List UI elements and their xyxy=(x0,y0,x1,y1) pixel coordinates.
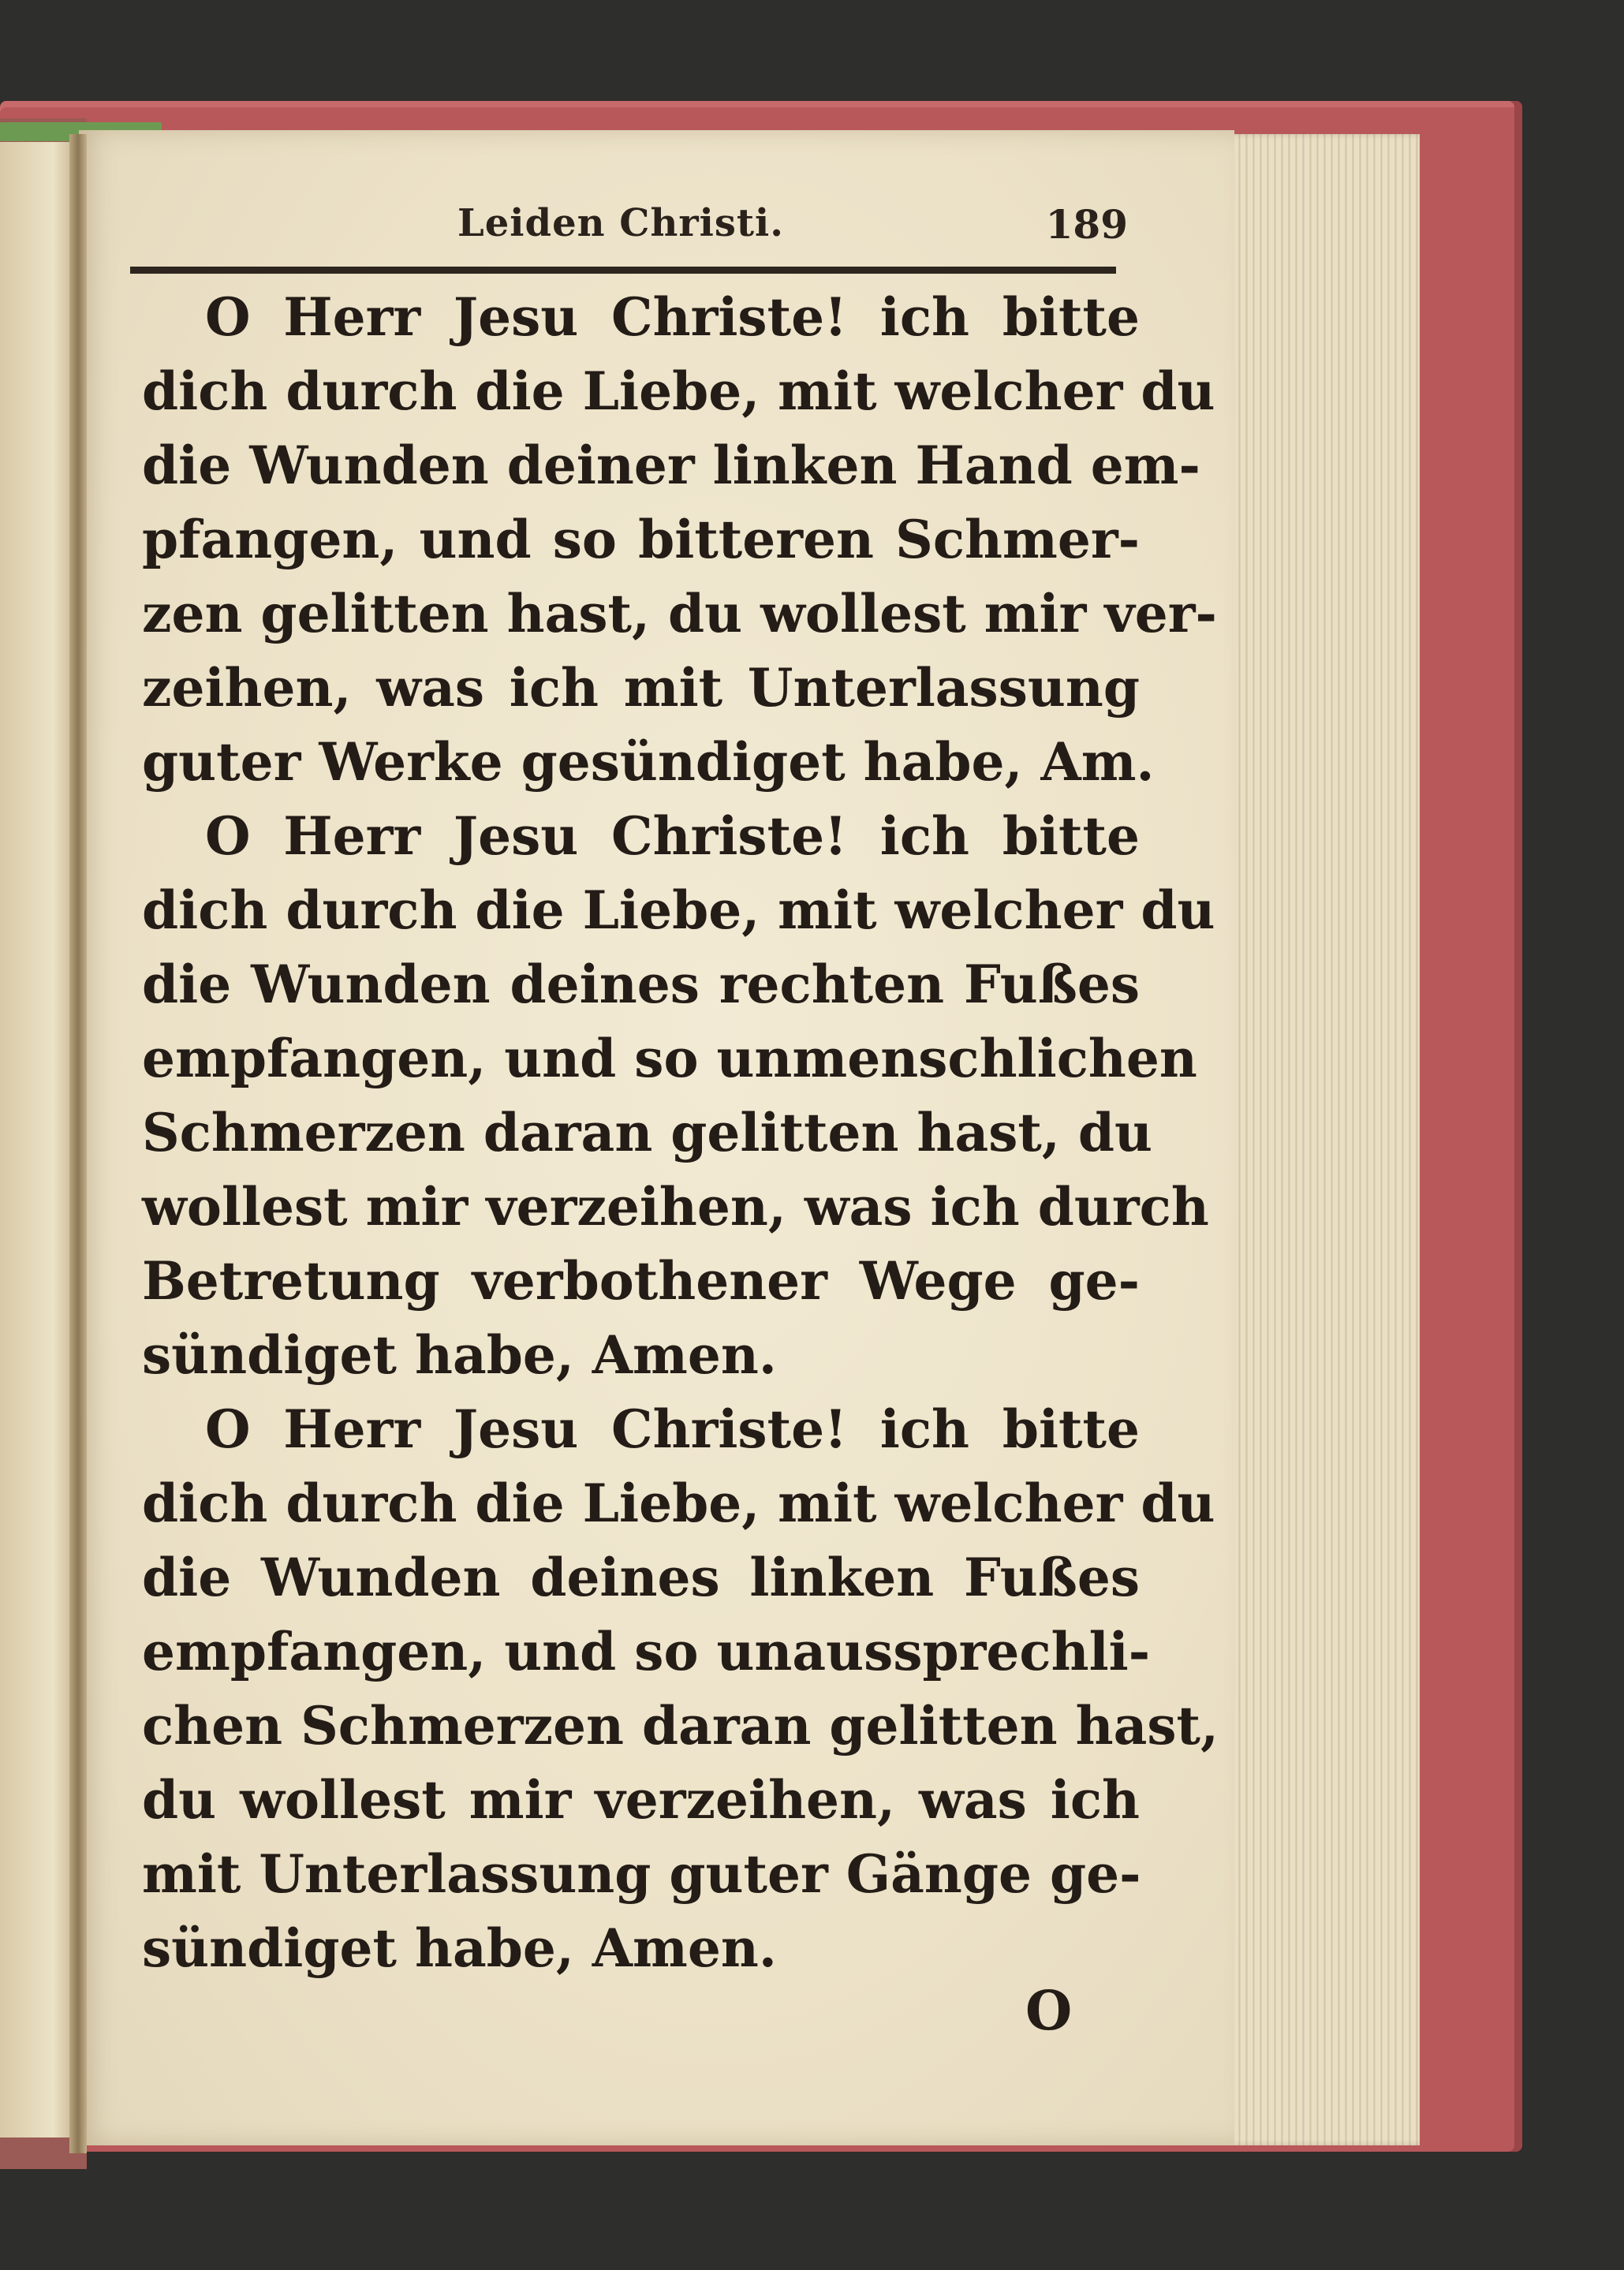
text-line: guter Werke gesündiget habe, Am. xyxy=(142,731,1155,793)
text-line: sündiget habe, Amen. xyxy=(142,1324,777,1386)
text-line: chen Schmerzen daran gelitten hast, xyxy=(142,1695,1219,1757)
header-rule xyxy=(130,267,1116,274)
text-line: die Wunden deiner linken Hand em- xyxy=(142,435,1200,496)
text-line: du wollest mir verzeihen, was ich xyxy=(142,1769,1140,1831)
facing-page-edge xyxy=(0,142,76,2137)
prayer-paragraph-2 xyxy=(142,799,1215,1392)
text-line: die Wunden deines rechten Fußes xyxy=(142,954,1140,1015)
text-line: O Herr Jesu Christe! ich bitte xyxy=(205,1398,1140,1460)
text-line: die Wunden deines linken Fußes xyxy=(142,1547,1140,1608)
text-line: empfangen, und so unmenschlichen xyxy=(142,1028,1197,1089)
text-line: sündiget habe, Amen. xyxy=(142,1917,777,1979)
text-line: zeihen, was ich mit Unterlassung xyxy=(142,657,1140,719)
text-line: Betretung verbothener Wege ge- xyxy=(142,1250,1140,1312)
text-line: dich durch die Liebe, mit welcher du xyxy=(142,360,1215,422)
page-number: 189 xyxy=(1045,201,1128,248)
running-title: Leiden Christi. xyxy=(457,201,784,245)
text-line: wollest mir verzeihen, was ich durch xyxy=(142,1176,1209,1238)
text-line: O Herr Jesu Christe! ich bitte xyxy=(205,805,1140,867)
text-line: dich durch die Liebe, mit welcher du xyxy=(142,879,1215,941)
prayer-paragraph-1 xyxy=(142,280,1217,799)
catchword: O xyxy=(1025,1980,1073,2043)
book-gutter xyxy=(69,134,87,2153)
text-line: pfangen, und so bitteren Schmer- xyxy=(142,509,1140,570)
text-line: zen gelitten hast, du wollest mir ver- xyxy=(142,583,1217,644)
text-line: empfangen, und so unaussprechli- xyxy=(142,1621,1151,1682)
page-block-edges xyxy=(1226,134,1420,2145)
text-line: mit Unterlassung guter Gänge ge- xyxy=(142,1843,1141,1905)
text-line: Schmerzen daran gelitten hast, du xyxy=(142,1102,1152,1163)
text-line: O Herr Jesu Christe! ich bitte xyxy=(205,286,1140,348)
prayer-paragraph-3 xyxy=(142,1392,1219,1985)
text-line: dich durch die Liebe, mit welcher du xyxy=(142,1473,1215,1534)
page-header xyxy=(134,201,1128,264)
body-text xyxy=(142,280,1219,1985)
